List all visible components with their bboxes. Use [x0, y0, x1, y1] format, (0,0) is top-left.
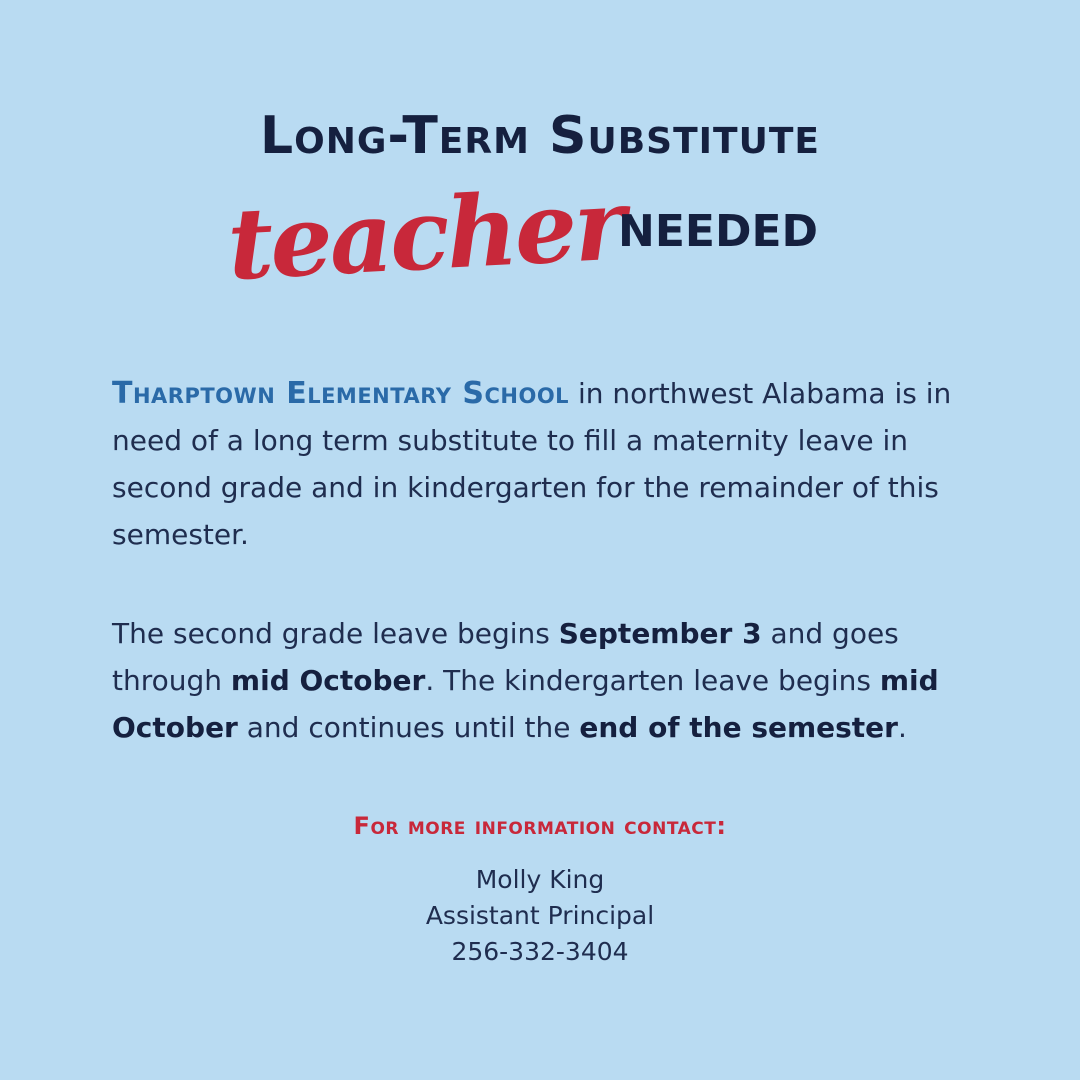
- schedule-paragraph: [112, 610, 972, 751]
- needed-word: NEEDED: [618, 206, 819, 257]
- contact-name: Molly King: [475, 865, 605, 894]
- schedule-text-2: and goes through: [112, 617, 899, 697]
- schedule-bold-mid-october-2: mid October: [112, 664, 939, 744]
- contact-block: [0, 862, 1080, 970]
- schedule-text-5: .: [897, 711, 907, 744]
- intro-text: in northwest Alabama is in need of a long term substitute to fill a maternity leave in second grade and in kindergarten for the remainder of this semester.: [112, 377, 952, 551]
- schedule-bold-start-date: September 3: [558, 617, 762, 650]
- schedule-text-3: . The kindergarten leave begins: [425, 664, 880, 697]
- title-heading: Long-Term Substitute: [259, 106, 820, 166]
- schedule-bold-mid-october-1: mid October: [230, 664, 426, 697]
- school-name: Tharptown Elementary School: [112, 376, 570, 411]
- contact-heading: For more information contact:: [353, 812, 727, 840]
- schedule-text-4: and continues until the: [237, 711, 580, 744]
- contact-phone[interactable]: 256-332-3404: [451, 937, 629, 966]
- contact-role: Assistant Principal: [425, 901, 655, 930]
- schedule-bold-end-semester: end of the semester: [579, 711, 898, 744]
- schedule-text-1: The second grade leave begins: [112, 617, 559, 650]
- intro-paragraph: [112, 370, 972, 558]
- title-subheading: [0, 167, 1080, 328]
- teacher-script-word: teacher: [224, 167, 626, 303]
